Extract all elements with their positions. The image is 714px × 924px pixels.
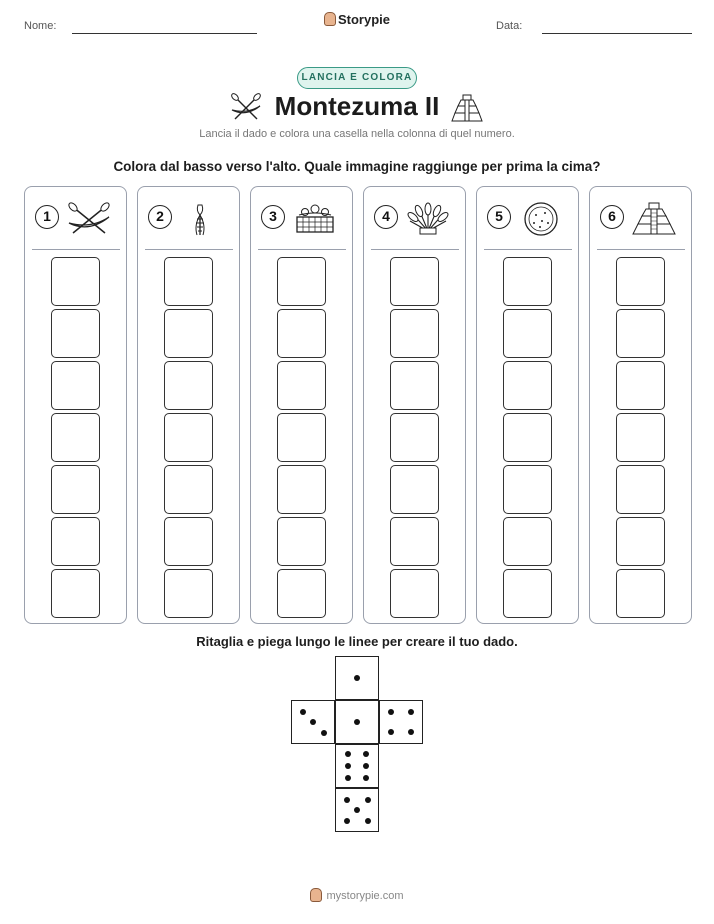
color-box[interactable]: [390, 361, 439, 410]
column-number: 3: [261, 205, 285, 229]
color-box[interactable]: [503, 413, 552, 462]
color-box[interactable]: [616, 361, 665, 410]
page-title: Montezuma II: [274, 91, 440, 121]
color-box[interactable]: [503, 257, 552, 306]
column-divider: [145, 249, 233, 250]
dice-pip: [321, 730, 327, 736]
color-box[interactable]: [390, 257, 439, 306]
dice-pip: [365, 797, 371, 803]
color-box[interactable]: [277, 569, 326, 618]
column-4: [363, 186, 466, 624]
color-box[interactable]: [164, 361, 213, 410]
dice-pip: [388, 729, 394, 735]
dice-pip: [408, 729, 414, 735]
dice-pip: [363, 751, 369, 757]
column-6: [589, 186, 692, 624]
name-line[interactable]: [72, 33, 257, 34]
column-divider: [32, 249, 120, 250]
tortilla-icon: [517, 201, 565, 237]
color-box[interactable]: [277, 413, 326, 462]
color-box[interactable]: [277, 361, 326, 410]
color-box[interactable]: [51, 257, 100, 306]
dice-pip: [363, 775, 369, 781]
dice-pip: [354, 807, 360, 813]
column-header: [487, 201, 569, 237]
color-box[interactable]: [616, 465, 665, 514]
column-header: [261, 201, 343, 237]
date-label: Data:: [496, 20, 523, 32]
vanilla-pod-icon: [178, 201, 226, 237]
pyramid-icon: [630, 201, 678, 237]
color-box[interactable]: [503, 517, 552, 566]
dice-pip: [363, 763, 369, 769]
feather-headdress-icon: [404, 201, 452, 237]
dice-face-4: [379, 700, 423, 744]
color-box[interactable]: [164, 517, 213, 566]
column-header: [374, 201, 456, 237]
column-number: 2: [148, 205, 172, 229]
dice-face-1: [335, 700, 379, 744]
column-number: 5: [487, 205, 511, 229]
color-box[interactable]: [164, 569, 213, 618]
column-header: [35, 201, 117, 237]
storypie-mascot-icon: [310, 888, 322, 902]
color-box[interactable]: [616, 413, 665, 462]
dice-face-6: [335, 744, 379, 788]
color-box[interactable]: [390, 413, 439, 462]
color-box[interactable]: [51, 517, 100, 566]
column-number: 6: [600, 205, 624, 229]
dice-pip: [345, 763, 351, 769]
dice-pip: [310, 719, 316, 725]
storypie-mascot-icon: [324, 12, 336, 26]
pyramid-icon: [450, 93, 484, 123]
color-box[interactable]: [616, 257, 665, 306]
name-label: Nome:: [24, 20, 57, 32]
color-box[interactable]: [51, 413, 100, 462]
column-number: 1: [35, 205, 59, 229]
instruction: Colora dal basso verso l'alto. Quale immagine raggiunge per prima la cima?: [113, 159, 601, 174]
color-box[interactable]: [616, 569, 665, 618]
dice-pip: [344, 818, 350, 824]
footer: [0, 888, 714, 902]
color-box[interactable]: [277, 257, 326, 306]
dice-pip: [345, 775, 351, 781]
color-box[interactable]: [616, 517, 665, 566]
dice-pip: [300, 709, 306, 715]
dice-pip: [354, 719, 360, 725]
color-box[interactable]: [164, 257, 213, 306]
color-box[interactable]: [164, 465, 213, 514]
column-number: 4: [374, 205, 398, 229]
dice-pip: [344, 797, 350, 803]
color-box[interactable]: [277, 309, 326, 358]
column-header: [148, 201, 230, 237]
color-box[interactable]: [277, 465, 326, 514]
column-2: [137, 186, 240, 624]
flower-basket-icon: [291, 201, 339, 237]
columns-board: [24, 186, 690, 624]
footer-url: mystorypie.com: [326, 890, 404, 902]
dice-pip: [388, 709, 394, 715]
color-box[interactable]: [503, 569, 552, 618]
color-box[interactable]: [164, 413, 213, 462]
color-box[interactable]: [616, 309, 665, 358]
column-divider: [597, 249, 685, 250]
color-box[interactable]: [51, 569, 100, 618]
color-box[interactable]: [390, 517, 439, 566]
dice-pip: [345, 751, 351, 757]
color-box[interactable]: [51, 361, 100, 410]
canoe-paddles-icon: [65, 201, 113, 237]
color-box[interactable]: [503, 309, 552, 358]
brand-logo: [0, 12, 714, 27]
dice-face-1: [335, 656, 379, 700]
page-subtitle: Lancia il dado e colora una casella nella colonna di quel numero.: [199, 128, 515, 140]
color-box[interactable]: [503, 361, 552, 410]
dice-face-5: [335, 788, 379, 832]
dice-face-3: [291, 700, 335, 744]
color-box[interactable]: [390, 569, 439, 618]
color-box[interactable]: [164, 309, 213, 358]
brand-name: Storypie: [337, 12, 390, 27]
dice-pip: [408, 709, 414, 715]
column-3: [250, 186, 353, 624]
cut-instruction: Ritaglia e piega lungo le linee per creare il tuo dado.: [196, 634, 518, 649]
column-1: [24, 186, 127, 624]
dice-pip: [365, 818, 371, 824]
activity-tag: LANCIA E COLORA: [297, 67, 417, 89]
column-divider: [371, 249, 459, 250]
color-box[interactable]: [51, 465, 100, 514]
date-line[interactable]: [542, 33, 692, 34]
column-header: [600, 201, 682, 237]
column-divider: [258, 249, 346, 250]
column-divider: [484, 249, 572, 250]
color-box[interactable]: [390, 309, 439, 358]
column-5: [476, 186, 579, 624]
color-box[interactable]: [390, 465, 439, 514]
color-box[interactable]: [51, 309, 100, 358]
color-box[interactable]: [277, 517, 326, 566]
color-box[interactable]: [503, 465, 552, 514]
dice-pip: [354, 675, 360, 681]
